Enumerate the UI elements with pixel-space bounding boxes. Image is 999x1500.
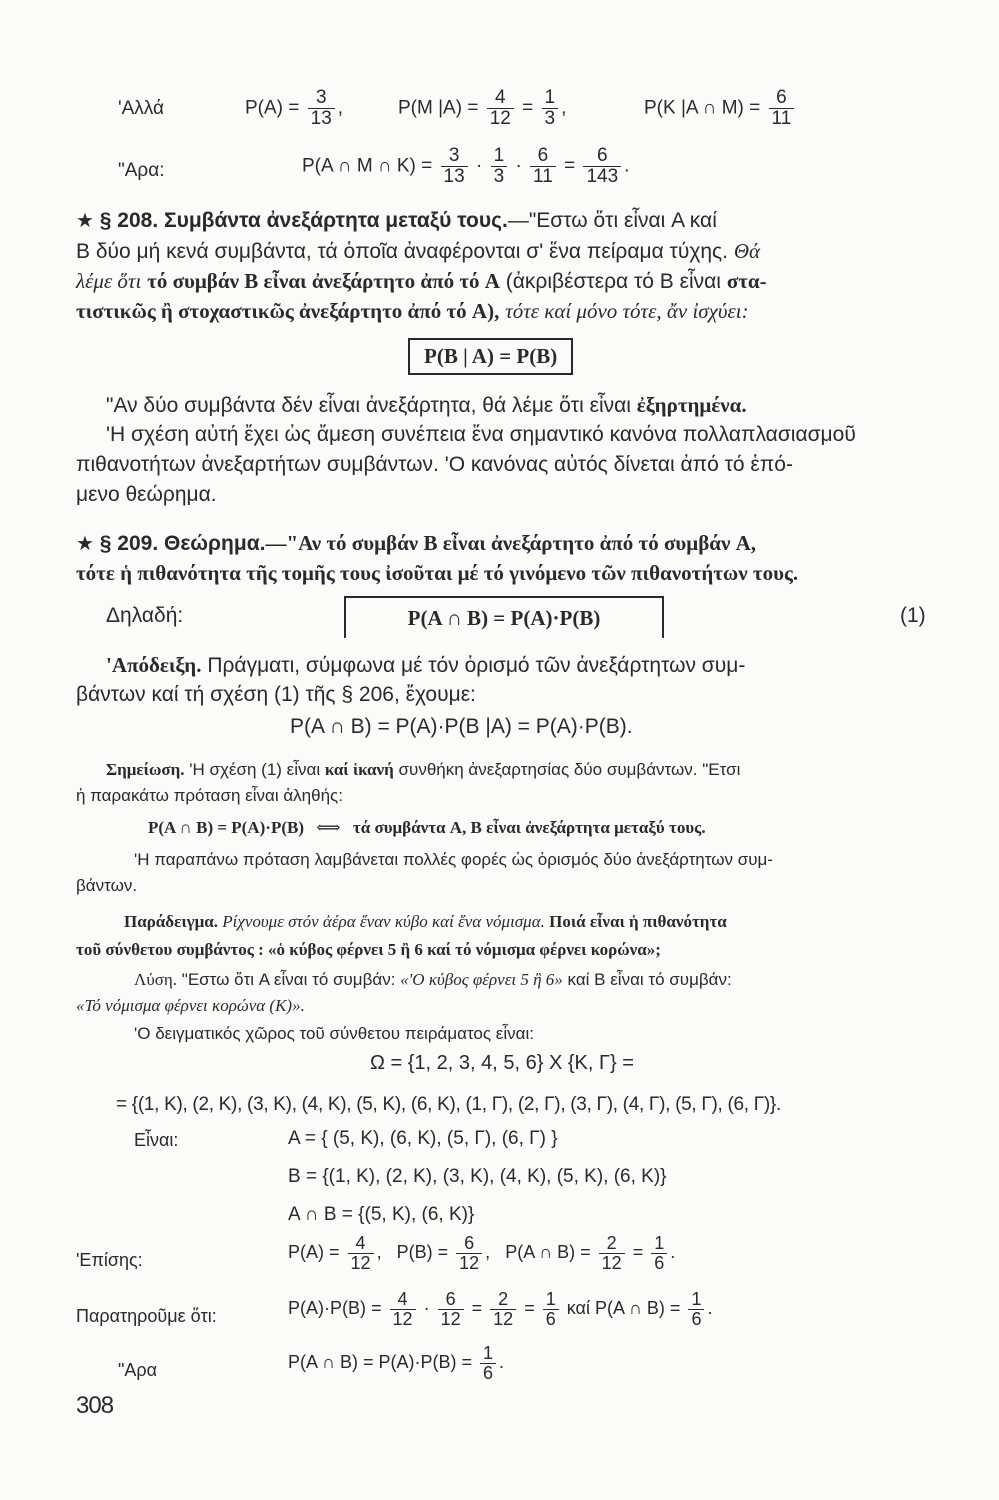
sec209-title: § 209. Θεώρημα. — [99, 532, 266, 555]
alla-label: 'Αλλά — [118, 98, 164, 119]
omega-definition: Ω = {1, 2, 3, 4, 5, 6} X {K, Γ} = — [370, 1052, 634, 1074]
note-line1: Σημείωση. 'Η σχέση (1) εἶναι καί ἱκανή συνθήκη ἀνεξαρτησίας δύο συμβάντων. "Ετσι — [106, 760, 741, 779]
note-line3: 'Η παραπάνω πρόταση λαμβάνεται πολλές φορές ὡς ὁρισμός δύο ἀνεξάρτητων συμ- — [134, 850, 773, 869]
sec208-p2-line1: "Αν δύο συμβάντα δέν εἶναι ἀνεξάρτητα, θά λέμε ὅτι εἶναι ἐξηρτημένα. — [106, 393, 747, 417]
alla-pa-expr: P(A) = $\frac{3}{13}$ , — [245, 87, 344, 129]
sec208-p2-line2: 'Η σχέση αὐτή ἔχει ὡς ἄμεση συνέπεια ἕνα σημαντικό κανόνα πολλαπλασιασμοῦ — [106, 423, 856, 446]
solution-line2: «Τό νόμισμα φέρνει κορώνα (K)». — [76, 996, 305, 1015]
ara-label: "Αρα: — [118, 160, 165, 181]
proof-line2: βάντων καί τή σχέση (1) τῆς § 206, ἔχουμε: — [76, 683, 476, 706]
note-line4: βάντων. — [76, 876, 138, 895]
note-equivalence: P(A ∩ B) = P(A)·P(B) ⟺ τά συμβάντα A, B εἶναι ἀνεξάρτητα μεταξύ τους. — [148, 818, 706, 837]
example-line1: Παράδειγμα. Ρίχνουμε στόν ἀέρα ἕναν κύβο καί ἕνα νόμισμα. Ποιά εἶναι ἡ πιθανότητα — [124, 912, 727, 931]
ara-final-label: "Αρα — [118, 1360, 158, 1380]
dilady-label: Δηλαδή: — [106, 604, 184, 627]
epishs-probabilities: P(A) = $\frac{4}{12}$ , P(B) = $\frac{6}{12}$ , P(A ∩ B) = $\frac{2}{12}$ = $\frac{1}{6}$ . — [288, 1233, 676, 1273]
sec209-line2: τότε ἡ πιθανότητα τῆς τομῆς τους ἰσοῦται μέ τό γινόμενο τῶν πιθανοτήτων τους. — [76, 561, 799, 585]
sec208-line3: λέμε ὅτι τό συμβάν B εἶναι ἀνεξάρτητο ἀπό τό A (ἀκριβέστερα τό B εἶναι στα- — [76, 269, 767, 293]
ara-final-expression: P(A ∩ B) = P(A)·P(B) = $\frac{1}{6}$ . — [288, 1343, 505, 1383]
sec208-p2-line4: μενο θεώρημα. — [76, 483, 217, 506]
sec208-line1: ★ § 208. Συμβάντα ἀνεξάρτητα μεταξύ τους.—"Εστω ὅτι εἶναι A καί — [76, 209, 717, 232]
epishs-label: 'Επίσης: — [76, 1250, 143, 1270]
double-arrow-icon: ⟺ — [316, 818, 341, 837]
alla-pkam-expr: P(K |A ∩ M) = $\frac{6}{11}$ — [644, 88, 797, 129]
sec208-title: § 208. Συμβάντα ἀνεξάρτητα μεταξύ τους. — [99, 209, 508, 232]
parat-label: Παρατηροῦμε ὅτι: — [76, 1306, 217, 1326]
ara-expr: P(A ∩ M ∩ K) = $\frac{3}{13}$ · $\frac{1}{3}$ · $\frac{6}{11}$ = $\frac{6}{143}$ . — [302, 145, 630, 187]
set-b: B = {(1, K), (2, K), (3, K), (4, K), (5, K), (6, K)} — [288, 1166, 667, 1187]
page-number: 308 — [76, 1392, 114, 1419]
sample-space-intro: 'Ο δειγματικός χῶρος τοῦ σύνθετου πειράματος εἶναι: — [134, 1024, 534, 1043]
sec208-p2-line3: πιθανοτήτων ἀνεξαρτήτων συμβάντων. 'Ο κανόνας αὐτός δίνεται ἀπό τό ἑπό- — [76, 453, 793, 476]
proof-formula: P(A ∩ B) = P(A)·P(B |A) = P(A)·P(B). — [290, 715, 633, 738]
star-icon: ★ — [76, 533, 94, 555]
independence-formula: P(B | A) = P(B) — [408, 338, 573, 375]
sec208-line2: B δύο μή κενά συμβάντα, τά ὁποῖα ἀναφέρονται σ' ἕνα πείραμα τύχης. Θά — [76, 239, 761, 263]
solution-line1: Λύση. "Εστω ὅτι A εἶναι τό συμβάν: «'Ο κύβος φέρνει 5 ἢ 6» καί B εἶναι τό συμβάν: — [134, 970, 732, 989]
product-rule-formula: P(A ∩ B) = P(A)·P(B) — [344, 596, 664, 638]
proof-line1: 'Απόδειξη. Πράγματι, σύμφωνα μέ τόν ὁρισμό τῶν ἀνεξάρτητων συμ- — [106, 653, 746, 677]
sec208-line4: τιστικῶς ἢ στοχαστικῶς ἀνεξάρτητο ἀπό τό A), τότε καί μόνο τότε, ἄν ἰσχύει: — [76, 299, 749, 323]
example-line2: τοῦ σύνθετου συμβάντος : «ὁ κύβος φέρνει 5 ἢ 6 καί τό νόμισμα φέρνει κορώνα»; — [76, 940, 661, 959]
set-a-and-b: A ∩ B = {(5, K), (6, K)} — [288, 1204, 475, 1225]
equation-number: (1) — [900, 604, 926, 627]
einai-label: Εἶναι: — [134, 1130, 179, 1150]
set-a: A = { (5, K), (6, K), (5, Γ), (6, Γ) } — [288, 1128, 558, 1149]
alla-pma-expr: P(M |A) = $\frac{4}{12}$ = $\frac{1}{3}$ , — [398, 87, 567, 129]
note-line2: ἡ παρακάτω πρόταση εἶναι ἀληθής: — [76, 786, 343, 805]
star-icon: ★ — [76, 210, 94, 232]
sec209-line1: ★ § 209. Θεώρημα.—"Αν τό συμβάν B εἶναι ἀνεξάρτητο ἀπό τό συμβάν A, — [76, 531, 757, 555]
omega-set: = {(1, K), (2, K), (3, K), (4, K), (5, K), (6, K), (1, Γ), (2, Γ), (3, Γ), (4, Γ), (5, Γ), (6, Γ)}. — [116, 1094, 781, 1115]
parat-expression: P(A)·P(B) = $\frac{4}{12}$ · $\frac{6}{12}$ = $\frac{2}{12}$ = $\frac{1}{6}$ καί P(A ∩ B) = $\frac{1}{6}$ . — [288, 1289, 713, 1329]
